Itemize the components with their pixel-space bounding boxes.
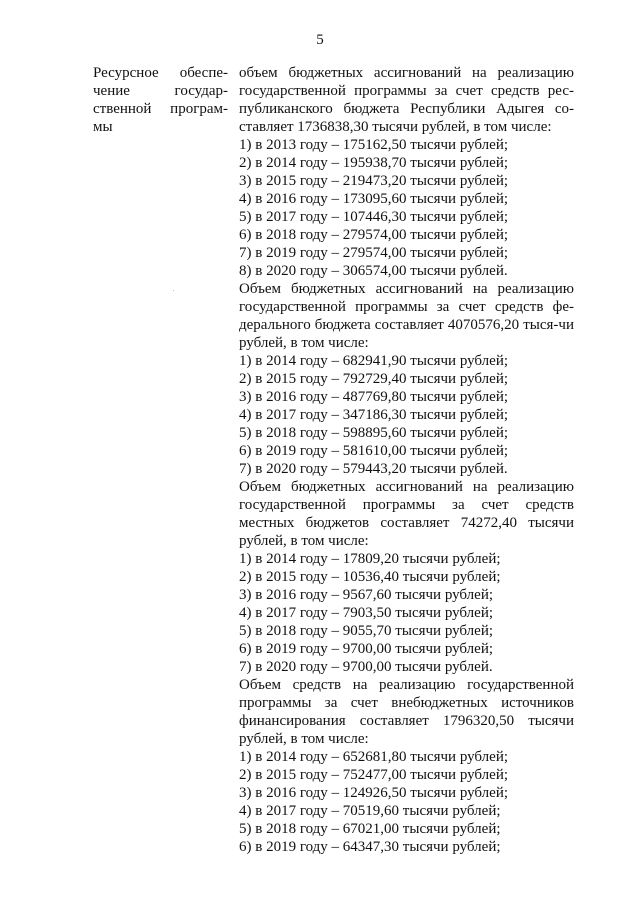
year-item: 5) в 2018 году – 67021,00 тысячи рублей;	[239, 821, 501, 837]
funding-section-republic	[239, 64, 574, 280]
year-item: 3) в 2016 году – 487769,80 тысячи рублей;	[239, 389, 509, 405]
year-item: 6) в 2019 году – 581610,00 тысячи рублей;	[239, 443, 509, 459]
year-item: 3) в 2016 году – 124926,50 тысячи рублей;	[239, 785, 509, 801]
section-intro: объем бюджетных ассигнований на реализацию государственной программы за счет средств рес-публиканского бюджета Республики Адыгея со-ставляет 1736838,30 тысячи рублей, в том числе:	[239, 65, 574, 135]
year-list	[239, 352, 574, 478]
year-list	[239, 550, 574, 676]
year-item: 7) в 2019 году – 279574,00 тысячи рублей;	[239, 245, 509, 261]
scan-speck	[173, 290, 174, 291]
year-item: 1) в 2013 году – 175162,50 тысячи рублей;	[239, 137, 509, 153]
section-intro: Объем средств на реализацию государственной программы за счет внебюджетных источников финансирования составляет 1796320,50 тысячи рублей, в том числе:	[239, 677, 574, 747]
year-item: 5) в 2018 году – 9055,70 тысячи рублей;	[239, 623, 494, 639]
year-item: 6) в 2018 году – 279574,00 тысячи рублей;	[239, 227, 509, 243]
year-item: 2) в 2015 году – 10536,40 тысячи рублей;	[239, 569, 501, 585]
year-item: 1) в 2014 году – 17809,20 тысячи рублей;	[239, 551, 501, 567]
year-item: 2) в 2015 году – 752477,00 тысячи рублей;	[239, 767, 509, 783]
year-item: 1) в 2014 году – 652681,80 тысячи рублей;	[239, 749, 509, 765]
year-list	[239, 748, 574, 856]
year-item: 3) в 2015 году – 219473,20 тысячи рублей;	[239, 173, 509, 189]
year-item: 6) в 2019 году – 64347,30 тысячи рублей;	[239, 839, 501, 855]
funding-section-local	[239, 478, 574, 676]
funding-description	[239, 64, 574, 856]
year-list	[239, 136, 574, 280]
year-item: 8) в 2020 году – 306574,00 тысячи рублей.	[239, 263, 508, 279]
year-item: 7) в 2020 году – 9700,00 тысячи рублей.	[239, 659, 493, 675]
year-item: 2) в 2014 году – 195938,70 тысячи рублей;	[239, 155, 509, 171]
year-item: 3) в 2016 году – 9567,60 тысячи рублей;	[239, 587, 494, 603]
year-item: 1) в 2014 году – 682941,90 тысячи рублей;	[239, 353, 509, 369]
year-item: 4) в 2017 году – 70519,60 тысячи рублей;	[239, 803, 501, 819]
year-item: 2) в 2015 году – 792729,40 тысячи рублей;	[239, 371, 509, 387]
year-item: 4) в 2017 году – 347186,30 тысячи рублей;	[239, 407, 509, 423]
funding-section-federal	[239, 280, 574, 478]
resource-support-label: Ресурсное обеспе-чение государ-ственной програм-мы	[93, 65, 228, 135]
year-item: 6) в 2019 году – 9700,00 тысячи рублей;	[239, 641, 494, 657]
section-intro: Объем бюджетных ассигнований на реализацию государственной программы за счет средств местных бюджетов составляет 74272,40 тысячи рублей, в том числе:	[239, 479, 574, 549]
page-number: 5	[316, 32, 324, 48]
funding-section-extrabudgetary	[239, 676, 574, 856]
year-item: 4) в 2016 году – 173095,60 тысячи рублей;	[239, 191, 509, 207]
year-item: 4) в 2017 году – 7903,50 тысячи рублей;	[239, 605, 494, 621]
year-item: 7) в 2020 году – 579443,20 тысячи рублей.	[239, 461, 508, 477]
section-intro: Объем бюджетных ассигнований на реализацию государственной программы за счет средств фе-дерального бюджета составляет 4070576,20 тыся-чи рублей, в том числе:	[239, 281, 574, 351]
year-item: 5) в 2018 году – 598895,60 тысячи рублей;	[239, 425, 509, 441]
year-item: 5) в 2017 году – 107446,30 тысячи рублей;	[239, 209, 509, 225]
